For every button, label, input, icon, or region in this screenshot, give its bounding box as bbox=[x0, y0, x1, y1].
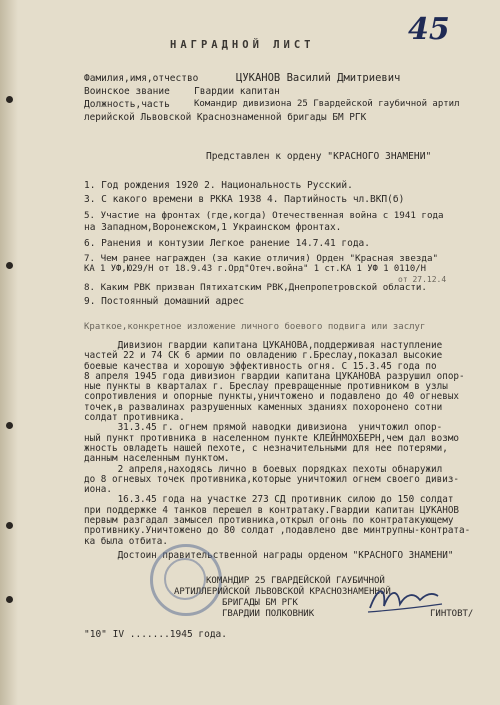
narrative-line: при поддержке 4 танков перешел в контратаку.Гвардии капитан ЦУКАНОВ bbox=[84, 504, 460, 516]
document-title: НАГРАДНОЙ ЛИСТ bbox=[170, 39, 315, 51]
narrative-line: до 8 огневых точек противника,которые уничтожил огнем своего дивиз- bbox=[84, 473, 460, 485]
signature-line-3: БРИГАДЫ БМ РГК bbox=[222, 598, 298, 608]
narrative-line: точек,в развалинах разрушенных каменных зданиях похоронено сотни bbox=[84, 401, 443, 413]
item-home-address: 9. Постоянный домашний адрес bbox=[84, 296, 245, 307]
item-awards: 7. Чем ранее награжден (за какие отличия) Орден "Красная звезда" bbox=[84, 253, 439, 264]
punch-hole bbox=[6, 262, 13, 269]
narrative-line: сопротивления и опорные пункты,уничтожено и подавлено до 40 огневых bbox=[84, 391, 460, 403]
item-birth-year: 1. Год рождения 1920 2. Национальность Русский. bbox=[84, 180, 353, 191]
item-awards-date: от 27.12.4 bbox=[398, 275, 447, 284]
narrative-line: солдат противника. bbox=[84, 412, 185, 424]
signature-line-4: ГВАРДИИ ПОЛКОВНИК bbox=[222, 609, 315, 619]
punch-hole bbox=[6, 422, 13, 429]
item-wounds: 6. Ранения и контузии Легкое ранение 14.7.41 года. bbox=[84, 238, 370, 249]
name-value: ЦУКАНОВ Василий Дмитриевич bbox=[236, 72, 401, 84]
signature-line-2: АРТИЛЛЕРИЙСКОЙ ЛЬВОВСКОЙ КРАСНОЗНАМЕННОЙ bbox=[174, 587, 391, 597]
position-value-1: Командир дивизиона 25 Гвардейской гаубичной артил bbox=[194, 99, 460, 109]
signer-name: ГИНТОВТ/ bbox=[430, 609, 474, 619]
narrative-text bbox=[84, 341, 496, 561]
narrative-line: первым разгадал замысел противника,открыл огонь по контратакующему bbox=[84, 515, 454, 527]
narrative-line: Дивизион гвардии капитана ЦУКАНОВА,поддерживая наступление bbox=[84, 340, 443, 351]
signature-line-1: КОМАНДИР 25 ГВАРДЕЙСКОЙ ГАУБИЧНОЙ bbox=[206, 576, 385, 586]
narrative-line: ка была отбита. bbox=[84, 535, 168, 547]
summary-heading: Краткое,конкретное изложение личного боевого подвига или заслуг bbox=[84, 322, 426, 332]
narrative-line: 2 апреля,находясь лично в боевых порядках пехоты обнаружил bbox=[84, 463, 443, 475]
position-label: Должность,часть bbox=[84, 99, 170, 110]
narrative-line: иона. bbox=[84, 484, 112, 496]
item-fronts-cont: на Западном,Воронежском,1 Украинском фронтах. bbox=[84, 222, 342, 233]
narrative-line: жность овладеть нашей пехоте, с незначительными для нее потерями, bbox=[84, 442, 448, 454]
narrative-line: противнику.Уничтожено до 80 солдат ,подавлено две минтрупны-контрата- bbox=[84, 525, 471, 537]
punch-hole bbox=[6, 96, 13, 103]
narrative-line: данным населенным пунктом. bbox=[84, 453, 230, 465]
narrative-line: 31.3.45 г. огнем прямой наводки дивизиона уничтожил опор- bbox=[84, 422, 443, 434]
item-army-since: 3. С какого времени в РККА 1938 4. Партийность чл.ВКП(б) bbox=[84, 194, 405, 205]
name-label: Фамилия,имя,отчество bbox=[84, 73, 199, 84]
handwritten-number: 45 bbox=[408, 12, 450, 47]
rank-label: Воинское звание bbox=[84, 86, 170, 97]
narrative-line: частей 22 и 74 СК 6 армии по овладению г.Бреслау,показал высокие bbox=[84, 350, 443, 362]
punch-hole bbox=[6, 596, 13, 603]
narrative-line: 16.3.45 года на участке 273 СД противник силою до 150 солдат bbox=[84, 494, 454, 506]
narrative-line: 8 апреля 1945 года дивизион гвардии капитана ЦУКАНОВА разрушил опор- bbox=[84, 370, 465, 382]
item-awards-cont: КА 1 УФ,Ю29/Н от 18.9.43 г.Орд"Отеч.война" 1 ст.КА 1 УФ 1 0110/Н bbox=[84, 264, 426, 274]
punch-hole bbox=[6, 522, 13, 529]
narrative-line: ный пункт противника в населенном пункте КЛЕЙНМОХБЕРН,чем дал возмо bbox=[84, 432, 460, 444]
narrative-line: Достоин правительственной награды орденом "КРАСНОГО ЗНАМЕНИ" bbox=[84, 549, 454, 561]
presented-for: Представлен к ордену "КРАСНОГО ЗНАМЕНИ" bbox=[206, 151, 432, 162]
document-date: "10" IV .......1945 года. bbox=[84, 629, 227, 640]
narrative-line: ные пункты в кварталах г. Бреслау превращенные противником в узлы bbox=[84, 381, 448, 393]
item-draft-office: 8. Каким РВК призван Пятихатским РВК,Днепропетровской области. bbox=[84, 282, 427, 293]
rank-value: Гвардии капитан bbox=[194, 86, 280, 97]
narrative-line: боевые качества и хорошую эффективность огня. С 15.3.45 года по bbox=[84, 360, 437, 372]
position-value-2: лерийской Львовской Краснознаменной бригады БМ РГК bbox=[84, 112, 367, 123]
item-fronts: 5. Участие на фронтах (где,когда) Отечественная война с 1941 года bbox=[84, 210, 444, 221]
